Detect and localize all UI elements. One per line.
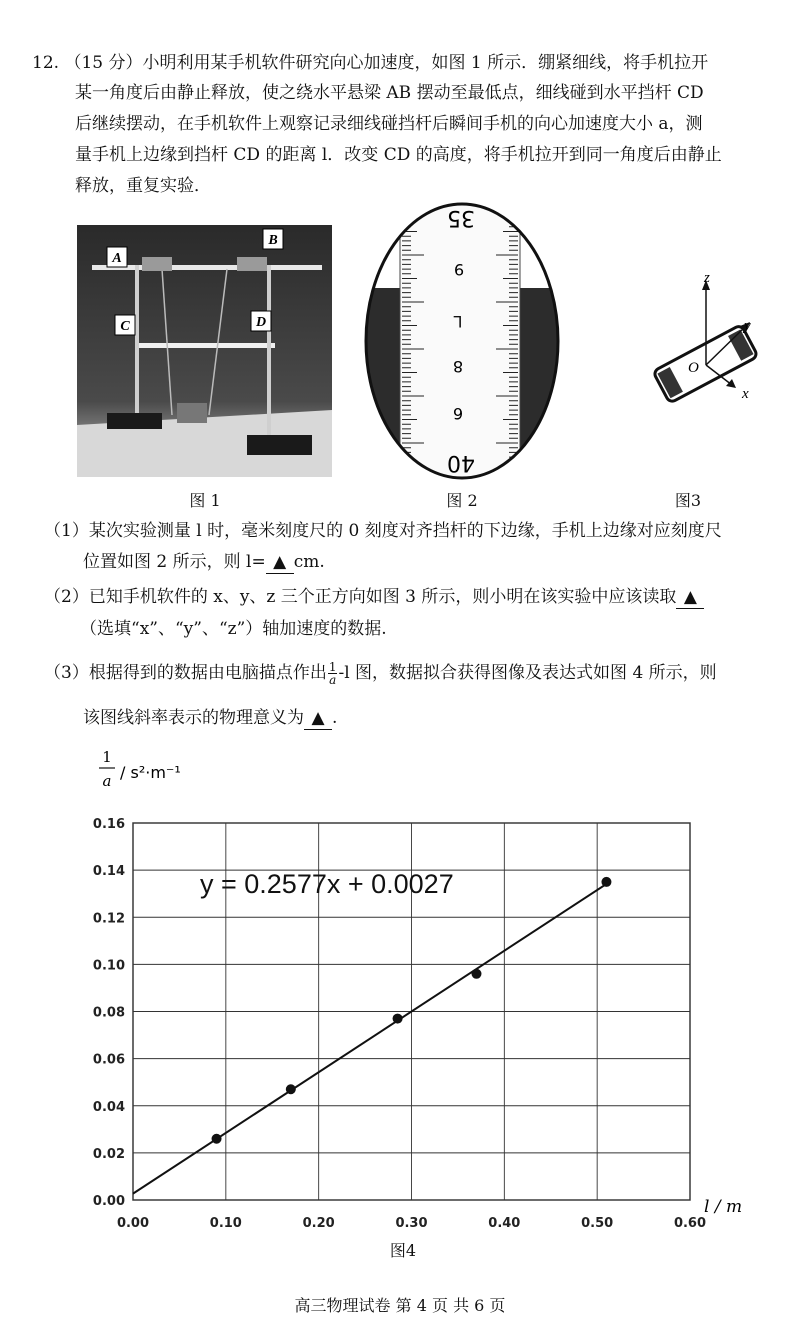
chart-ylabel-unit: / s²·m⁻¹ xyxy=(120,763,181,782)
figure-4-chart xyxy=(0,740,800,1240)
ruler-label-7: L xyxy=(453,312,463,331)
chart-y-tick-label: 0.02 xyxy=(92,1146,125,1162)
chart-x-tick-label: 0.10 xyxy=(209,1216,242,1231)
chart-y-ticks xyxy=(93,817,125,1209)
chart-y-tick-label: 0.08 xyxy=(92,1005,125,1021)
q3-line-1 xyxy=(44,658,717,688)
fig1-label-b: B xyxy=(268,233,278,248)
figure-3-caption: 图3 xyxy=(674,491,702,510)
chart-ylabel-num: 1 xyxy=(102,748,112,766)
q1-answer-blank[interactable]: ▲ xyxy=(266,551,294,574)
q3-line-2 xyxy=(83,703,337,733)
chart-ylabel xyxy=(99,748,181,790)
figure-2-caption: 图 2 xyxy=(446,491,478,510)
q2-number: （2） xyxy=(44,587,89,607)
chart-data-point xyxy=(471,969,481,979)
chart-y-tick-label: 0.00 xyxy=(92,1194,125,1209)
q1-text-2: 位置如图 2 所示，则 l= xyxy=(83,552,266,572)
q2-line-2: （选填“x”、“y”、“z”）轴加速度的数据. xyxy=(80,619,387,639)
problem-text-1: 小明利用某手机软件研究向心加速度，如图 1 所示．绷紧细线，将手机拉开 xyxy=(142,53,709,73)
chart-y-tick-label: 0.04 xyxy=(92,1099,125,1115)
ruler-label-35: 35 xyxy=(447,205,475,230)
fig3-origin-o: O xyxy=(688,360,699,376)
chart-fit-line-path xyxy=(133,884,606,1194)
ruler-label-9: 9 xyxy=(453,260,465,279)
chart-y-tick-label: 0.14 xyxy=(92,864,125,880)
fig3-axis-x: x xyxy=(742,386,749,402)
chart-x-tick-label: 0.00 xyxy=(116,1216,150,1231)
chart-y-tick-label: 0.06 xyxy=(92,1052,125,1068)
figure-1-caption: 图 1 xyxy=(189,491,221,510)
q3-answer-blank[interactable]: ▲ xyxy=(304,707,332,730)
chart-x-tick-label: 0.20 xyxy=(302,1216,335,1231)
q1-number: （1） xyxy=(44,521,89,541)
chart-x-tick-label: 0.50 xyxy=(581,1216,614,1231)
figure-3-axes xyxy=(620,268,780,428)
fig3-axis-z: z xyxy=(704,270,710,286)
chart-equation: y = 0.2577x + 0.0027 xyxy=(200,869,454,899)
page-footer: 高三物理试卷 第 4 页 共 6 页 xyxy=(294,1296,506,1315)
chart-y-tick-label: 0.12 xyxy=(92,911,125,927)
ruler-label-8: 8 xyxy=(452,357,464,376)
chart-x-tick-label: 0.60 xyxy=(673,1216,707,1231)
figure-1-photo xyxy=(77,225,332,477)
fig1-label-c: C xyxy=(120,319,130,334)
chart-xlabel: l / m xyxy=(704,1197,743,1217)
q2-answer-blank[interactable]: ▲ xyxy=(676,586,704,609)
chart-x-tick-label: 0.30 xyxy=(395,1216,428,1231)
q1-line-2 xyxy=(83,547,325,577)
q3-end: . xyxy=(332,708,338,728)
q3-text-3: 该图线斜率表示的物理意义为 xyxy=(83,708,304,728)
problem-line-4: 量手机上边缘到挡杆 CD 的距离 l．改变 CD 的高度，将手机拉开到同一角度后由静止 xyxy=(75,145,722,165)
ruler-label-6: 6 xyxy=(452,404,464,423)
ruler-label-40: 40 xyxy=(447,450,475,475)
q1-line-1 xyxy=(44,516,722,546)
problem-line-1 xyxy=(32,48,708,78)
q2-text-1: 已知手机软件的 x、y、z 三个正方向如图 3 所示，则小明在该实验中应该读取 xyxy=(88,587,677,607)
q3-text-1: 根据得到的数据由电脑描点作出 xyxy=(88,663,327,683)
chart-x-tick-label: 0.40 xyxy=(488,1216,521,1231)
figure-2-ruler xyxy=(362,200,562,482)
q3-number: （3） xyxy=(44,663,89,683)
problem-number: 12. xyxy=(32,53,60,73)
chart-data-point xyxy=(393,1014,403,1024)
chart-data-point xyxy=(286,1084,296,1094)
chart-y-tick-label: 0.10 xyxy=(92,958,125,974)
problem-line-2: 某一角度后由静止释放，使之绕水平悬梁 AB 摆动至最低点，细线碰到水平挡杆 CD xyxy=(75,83,704,103)
fig3-axis-y: y xyxy=(744,318,751,334)
fig1-label-a: A xyxy=(112,251,122,266)
q3-text-2: -l 图，数据拟合获得图像及表达式如图 4 所示，则 xyxy=(338,663,717,683)
chart-fit-line xyxy=(133,884,606,1194)
chart-x-ticks xyxy=(117,1216,706,1231)
figure-4-caption: 图4 xyxy=(389,1241,417,1260)
problem-line-3: 后继续摆动，在手机软件上观察记录细线碰挡杆后瞬间手机的向心加速度大小 a，测 xyxy=(75,114,703,134)
q1-unit: cm. xyxy=(293,552,325,572)
chart-data-point xyxy=(601,877,611,887)
fig1-label-d: D xyxy=(255,315,267,330)
chart-y-tick-label: 0.16 xyxy=(92,817,125,832)
problem-line-5: 释放，重复实验． xyxy=(75,176,211,196)
chart-ylabel-den: a xyxy=(102,772,112,790)
q1-text-1: 某次实验测量 l 时，毫米刻度尺的 0 刻度对齐挡杆的下边缘，手机上边缘对应刻度尺 xyxy=(88,521,722,541)
chart-data-point xyxy=(212,1134,222,1144)
problem-points: （15 分） xyxy=(64,53,143,73)
q2-line-1 xyxy=(44,582,704,612)
q3-fraction: $\frac{1}{a}$ xyxy=(328,660,337,687)
